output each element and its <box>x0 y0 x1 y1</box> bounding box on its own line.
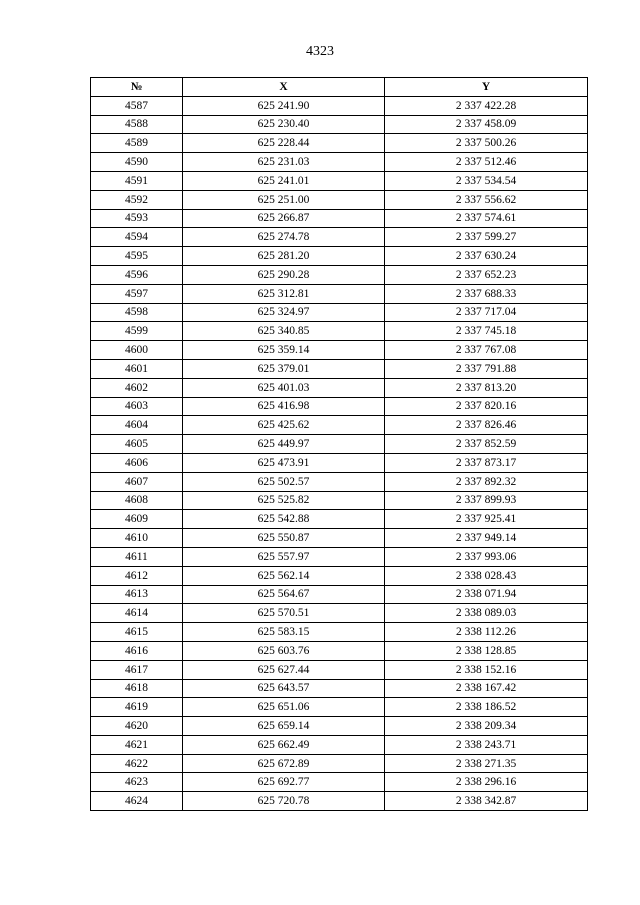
cell-y: 2 338 167.42 <box>385 679 588 698</box>
cell-x: 625 562.14 <box>183 566 385 585</box>
cell-x: 625 340.85 <box>183 322 385 341</box>
table-row <box>91 96 588 115</box>
cell-x: 625 570.51 <box>183 604 385 623</box>
cell-number: 4594 <box>91 228 183 247</box>
table-row <box>91 566 588 585</box>
cell-y: 2 337 652.23 <box>385 265 588 284</box>
page-number: 4323 <box>306 44 334 59</box>
cell-x: 625 266.87 <box>183 209 385 228</box>
table-row <box>91 303 588 322</box>
cell-y: 2 338 112.26 <box>385 623 588 642</box>
cell-number: 4602 <box>91 378 183 397</box>
cell-y: 2 337 826.46 <box>385 416 588 435</box>
cell-y: 2 337 599.27 <box>385 228 588 247</box>
cell-y: 2 337 899.93 <box>385 491 588 510</box>
cell-x: 625 425.62 <box>183 416 385 435</box>
table-row <box>91 115 588 134</box>
cell-y: 2 337 574.61 <box>385 209 588 228</box>
cell-number: 4622 <box>91 754 183 773</box>
table-row <box>91 265 588 284</box>
table-row <box>91 641 588 660</box>
table-row <box>91 341 588 360</box>
cell-x: 625 241.01 <box>183 171 385 190</box>
cell-y: 2 337 873.17 <box>385 453 588 472</box>
table-row <box>91 453 588 472</box>
cell-x: 625 401.03 <box>183 378 385 397</box>
table-row <box>91 322 588 341</box>
cell-y: 2 338 071.94 <box>385 585 588 604</box>
cell-y: 2 337 534.54 <box>385 171 588 190</box>
cell-x: 625 557.97 <box>183 547 385 566</box>
cell-number: 4610 <box>91 529 183 548</box>
cell-x: 625 290.28 <box>183 265 385 284</box>
cell-y: 2 337 688.33 <box>385 284 588 303</box>
table-row <box>91 604 588 623</box>
cell-number: 4615 <box>91 623 183 642</box>
cell-number: 4604 <box>91 416 183 435</box>
cell-x: 625 720.78 <box>183 792 385 811</box>
cell-number: 4596 <box>91 265 183 284</box>
cell-number: 4612 <box>91 566 183 585</box>
cell-x: 625 231.03 <box>183 153 385 172</box>
cell-x: 625 324.97 <box>183 303 385 322</box>
cell-y: 2 337 820.16 <box>385 397 588 416</box>
table-row <box>91 153 588 172</box>
table-row <box>91 435 588 454</box>
cell-x: 625 651.06 <box>183 698 385 717</box>
cell-x: 625 525.82 <box>183 491 385 510</box>
cell-number: 4616 <box>91 641 183 660</box>
cell-y: 2 337 500.26 <box>385 134 588 153</box>
table-row <box>91 547 588 566</box>
cell-x: 625 449.97 <box>183 435 385 454</box>
cell-x: 625 359.14 <box>183 341 385 360</box>
table-row <box>91 284 588 303</box>
cell-y: 2 337 422.28 <box>385 96 588 115</box>
cell-y: 2 338 271.35 <box>385 754 588 773</box>
table-row <box>91 754 588 773</box>
cell-x: 625 659.14 <box>183 717 385 736</box>
table-row <box>91 228 588 247</box>
cell-y: 2 337 892.32 <box>385 472 588 491</box>
cell-number: 4623 <box>91 773 183 792</box>
cell-y: 2 337 949.14 <box>385 529 588 548</box>
cell-x: 625 583.15 <box>183 623 385 642</box>
cell-x: 625 542.88 <box>183 510 385 529</box>
cell-number: 4603 <box>91 397 183 416</box>
cell-number: 4590 <box>91 153 183 172</box>
table-row <box>91 247 588 266</box>
cell-y: 2 337 993.06 <box>385 547 588 566</box>
cell-x: 625 228.44 <box>183 134 385 153</box>
cell-y: 2 337 852.59 <box>385 435 588 454</box>
cell-x: 625 564.67 <box>183 585 385 604</box>
cell-number: 4591 <box>91 171 183 190</box>
cell-number: 4588 <box>91 115 183 134</box>
table-row <box>91 585 588 604</box>
cell-y: 2 337 767.08 <box>385 341 588 360</box>
table-row <box>91 190 588 209</box>
cell-number: 4608 <box>91 491 183 510</box>
cell-x: 625 643.57 <box>183 679 385 698</box>
cell-y: 2 338 152.16 <box>385 660 588 679</box>
cell-number: 4620 <box>91 717 183 736</box>
cell-number: 4595 <box>91 247 183 266</box>
cell-x: 625 473.91 <box>183 453 385 472</box>
table-row <box>91 679 588 698</box>
cell-y: 2 338 243.71 <box>385 735 588 754</box>
cell-number: 4619 <box>91 698 183 717</box>
cell-number: 4593 <box>91 209 183 228</box>
cell-x: 625 672.89 <box>183 754 385 773</box>
cell-y: 2 337 556.62 <box>385 190 588 209</box>
cell-x: 625 662.49 <box>183 735 385 754</box>
cell-number: 4613 <box>91 585 183 604</box>
table-row <box>91 660 588 679</box>
cell-number: 4587 <box>91 96 183 115</box>
cell-x: 625 230.40 <box>183 115 385 134</box>
cell-x: 625 281.20 <box>183 247 385 266</box>
table-header-row <box>91 78 588 97</box>
cell-number: 4598 <box>91 303 183 322</box>
cell-y: 2 338 186.52 <box>385 698 588 717</box>
table-row <box>91 529 588 548</box>
cell-y: 2 337 813.20 <box>385 378 588 397</box>
table-row <box>91 134 588 153</box>
table-row <box>91 792 588 811</box>
cell-x: 625 379.01 <box>183 359 385 378</box>
cell-number: 4607 <box>91 472 183 491</box>
cell-y: 2 337 791.88 <box>385 359 588 378</box>
table-row <box>91 510 588 529</box>
cell-number: 4618 <box>91 679 183 698</box>
cell-y: 2 338 296.16 <box>385 773 588 792</box>
cell-y: 2 338 128.85 <box>385 641 588 660</box>
cell-y: 2 338 089.03 <box>385 604 588 623</box>
cell-y: 2 338 342.87 <box>385 792 588 811</box>
table-row <box>91 735 588 754</box>
cell-number: 4597 <box>91 284 183 303</box>
cell-y: 2 337 925.41 <box>385 510 588 529</box>
cell-number: 4609 <box>91 510 183 529</box>
coordinates-table <box>90 77 588 811</box>
cell-x: 625 502.57 <box>183 472 385 491</box>
table-row <box>91 397 588 416</box>
cell-number: 4624 <box>91 792 183 811</box>
table-row <box>91 623 588 642</box>
cell-number: 4600 <box>91 341 183 360</box>
table-row <box>91 773 588 792</box>
table-row <box>91 416 588 435</box>
cell-x: 625 241.90 <box>183 96 385 115</box>
cell-x: 625 627.44 <box>183 660 385 679</box>
column-header-y: Y <box>385 78 588 97</box>
cell-number: 4611 <box>91 547 183 566</box>
table-row <box>91 359 588 378</box>
cell-number: 4606 <box>91 453 183 472</box>
cell-x: 625 251.00 <box>183 190 385 209</box>
cell-number: 4592 <box>91 190 183 209</box>
column-header-number: № <box>91 78 183 97</box>
cell-y: 2 338 028.43 <box>385 566 588 585</box>
table-row <box>91 472 588 491</box>
cell-x: 625 550.87 <box>183 529 385 548</box>
cell-number: 4589 <box>91 134 183 153</box>
table-row <box>91 171 588 190</box>
cell-x: 625 692.77 <box>183 773 385 792</box>
cell-x: 625 274.78 <box>183 228 385 247</box>
table-row <box>91 378 588 397</box>
cell-y: 2 338 209.34 <box>385 717 588 736</box>
cell-y: 2 337 458.09 <box>385 115 588 134</box>
cell-number: 4614 <box>91 604 183 623</box>
cell-x: 625 312.81 <box>183 284 385 303</box>
cell-x: 625 603.76 <box>183 641 385 660</box>
cell-number: 4601 <box>91 359 183 378</box>
cell-y: 2 337 512.46 <box>385 153 588 172</box>
cell-number: 4599 <box>91 322 183 341</box>
table-row <box>91 698 588 717</box>
column-header-x: X <box>183 78 385 97</box>
cell-number: 4605 <box>91 435 183 454</box>
cell-y: 2 337 630.24 <box>385 247 588 266</box>
table-row <box>91 491 588 510</box>
table-body <box>91 96 588 810</box>
table-row <box>91 209 588 228</box>
cell-y: 2 337 745.18 <box>385 322 588 341</box>
cell-number: 4617 <box>91 660 183 679</box>
cell-y: 2 337 717.04 <box>385 303 588 322</box>
table-row <box>91 717 588 736</box>
cell-number: 4621 <box>91 735 183 754</box>
cell-x: 625 416.98 <box>183 397 385 416</box>
